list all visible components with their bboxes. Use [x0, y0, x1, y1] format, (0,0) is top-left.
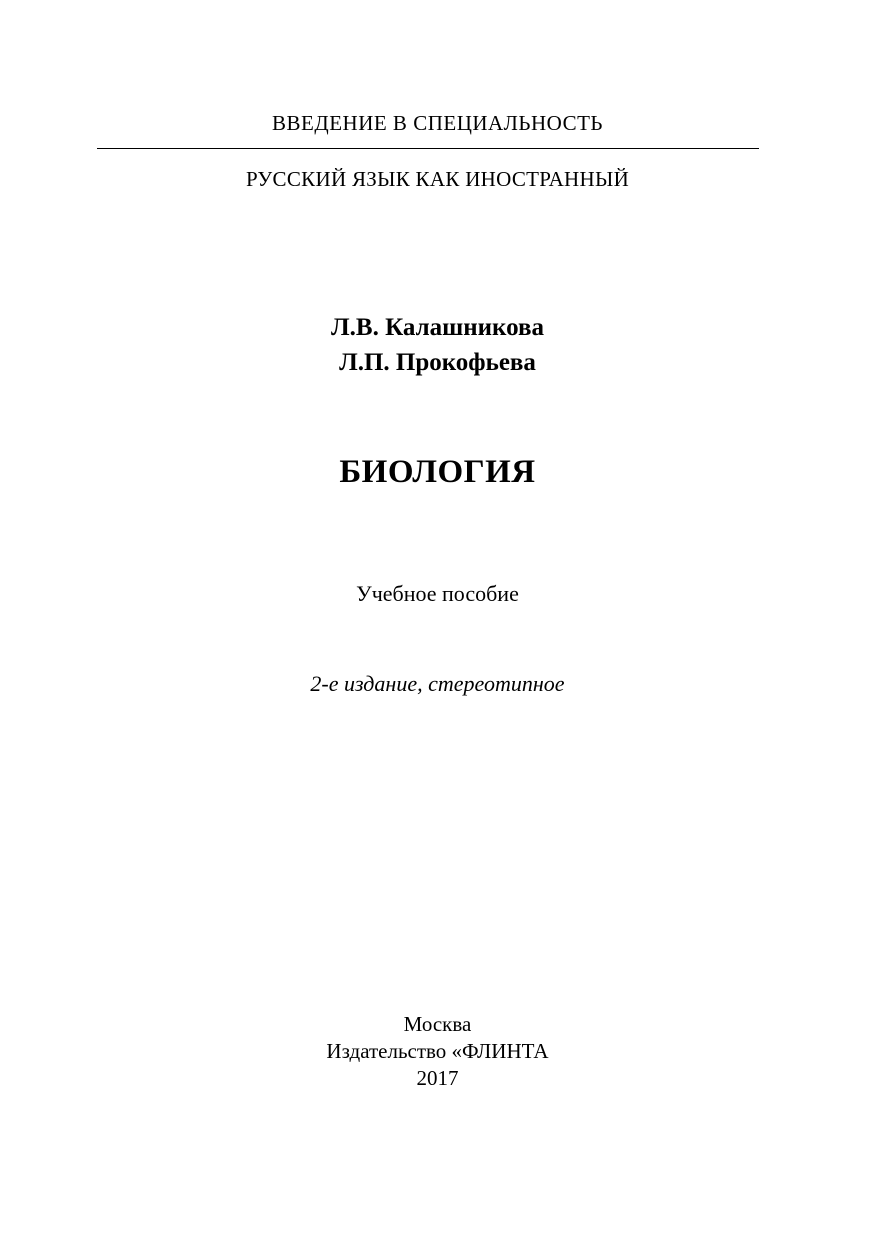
subseries-heading: РУССКИЙ ЯЗЫК КАК ИНОСТРАННЫЙ [245, 167, 630, 191]
author-name: Л.В. Калашникова [331, 314, 544, 341]
book-subtitle: Учебное пособие [356, 581, 519, 606]
author-name: Л.П. Прокофьева [339, 349, 536, 376]
series-heading: ВВЕДЕНИЕ В СПЕЦИАЛЬНОСТЬ [272, 111, 603, 135]
imprint-year: 2017 [416, 1066, 459, 1090]
imprint-publisher: Издательство «ФЛИНТА [326, 1039, 549, 1063]
imprint-city: Москва [403, 1012, 472, 1036]
header-divider [97, 148, 759, 149]
edition-note: 2-е издание, стереотипное [310, 671, 565, 696]
book-title: БИОЛОГИЯ [339, 454, 536, 490]
